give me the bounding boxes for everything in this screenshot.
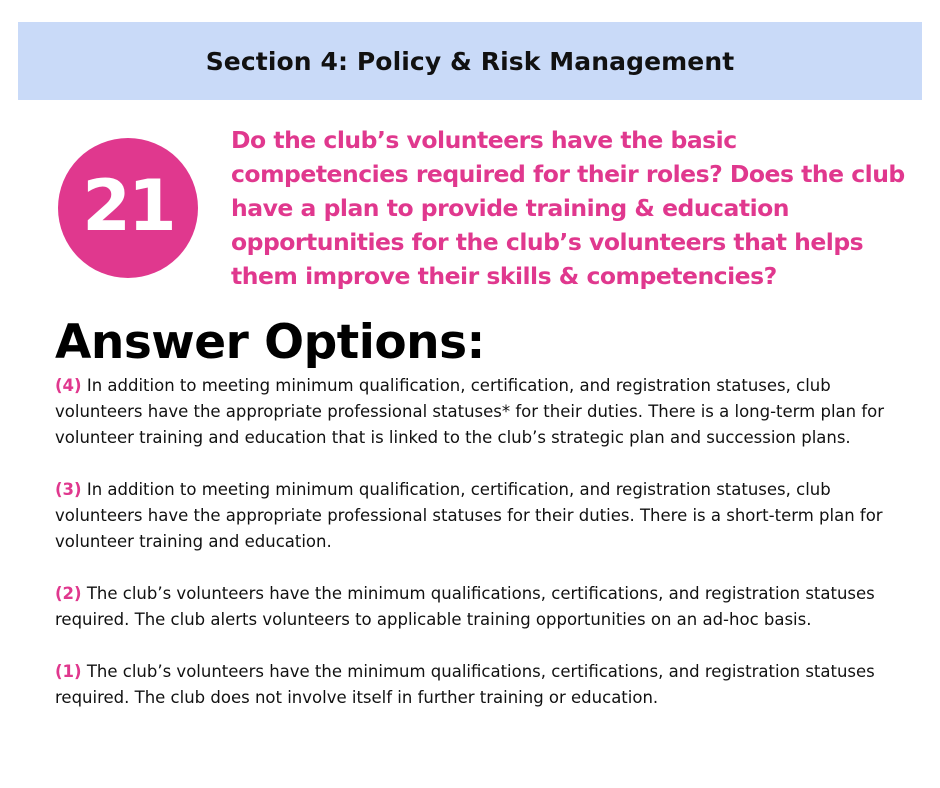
question-number: 21 (82, 165, 174, 247)
answer-option-text: The club’s volunteers have the minimum qualifications, certifications, and registration statuses required. The club does not involve itself in further training or education. (55, 662, 875, 707)
answer-option-label: (1) (55, 662, 82, 681)
section-title: Section 4: Policy & Risk Management (205, 46, 735, 76)
answer-option-label: (3) (55, 480, 82, 499)
answer-option-label: (2) (55, 584, 82, 603)
section-header (18, 22, 922, 100)
answer-option-label: (4) (55, 376, 82, 395)
question-number-badge (58, 138, 198, 278)
answer-option-text: In addition to meeting minimum qualification, certification, and registration statuses, club volunteers have the appropriate professional statuses* for their duties. There is a long-term plan for volunteer training and education that is linked to the club’s strategic plan and succession plans. (55, 376, 885, 447)
answer-options-heading: Answer Options: (55, 315, 485, 370)
answer-options-list (55, 373, 895, 737)
question-text: Do the club’s volunteers have the basic competencies required for their roles? Does the club have a plan to provide training & education opportunities for the club’s volunteers that helps them improve their skills & competencies? (231, 126, 905, 290)
answer-option-4 (55, 373, 895, 451)
answer-option-text: The club’s volunteers have the minimum qualifications, certifications, and registration statuses required. The club alerts volunteers to applicable training opportunities on an ad-hoc basis. (55, 584, 875, 629)
answer-option-text: In addition to meeting minimum qualification, certification, and registration statuses, club volunteers have the appropriate professional statuses for their duties. There is a short-term plan for volunteer training and education. (55, 480, 883, 551)
answer-option-3 (55, 477, 895, 555)
answer-option-2 (55, 581, 895, 633)
answer-option-1 (55, 659, 895, 711)
